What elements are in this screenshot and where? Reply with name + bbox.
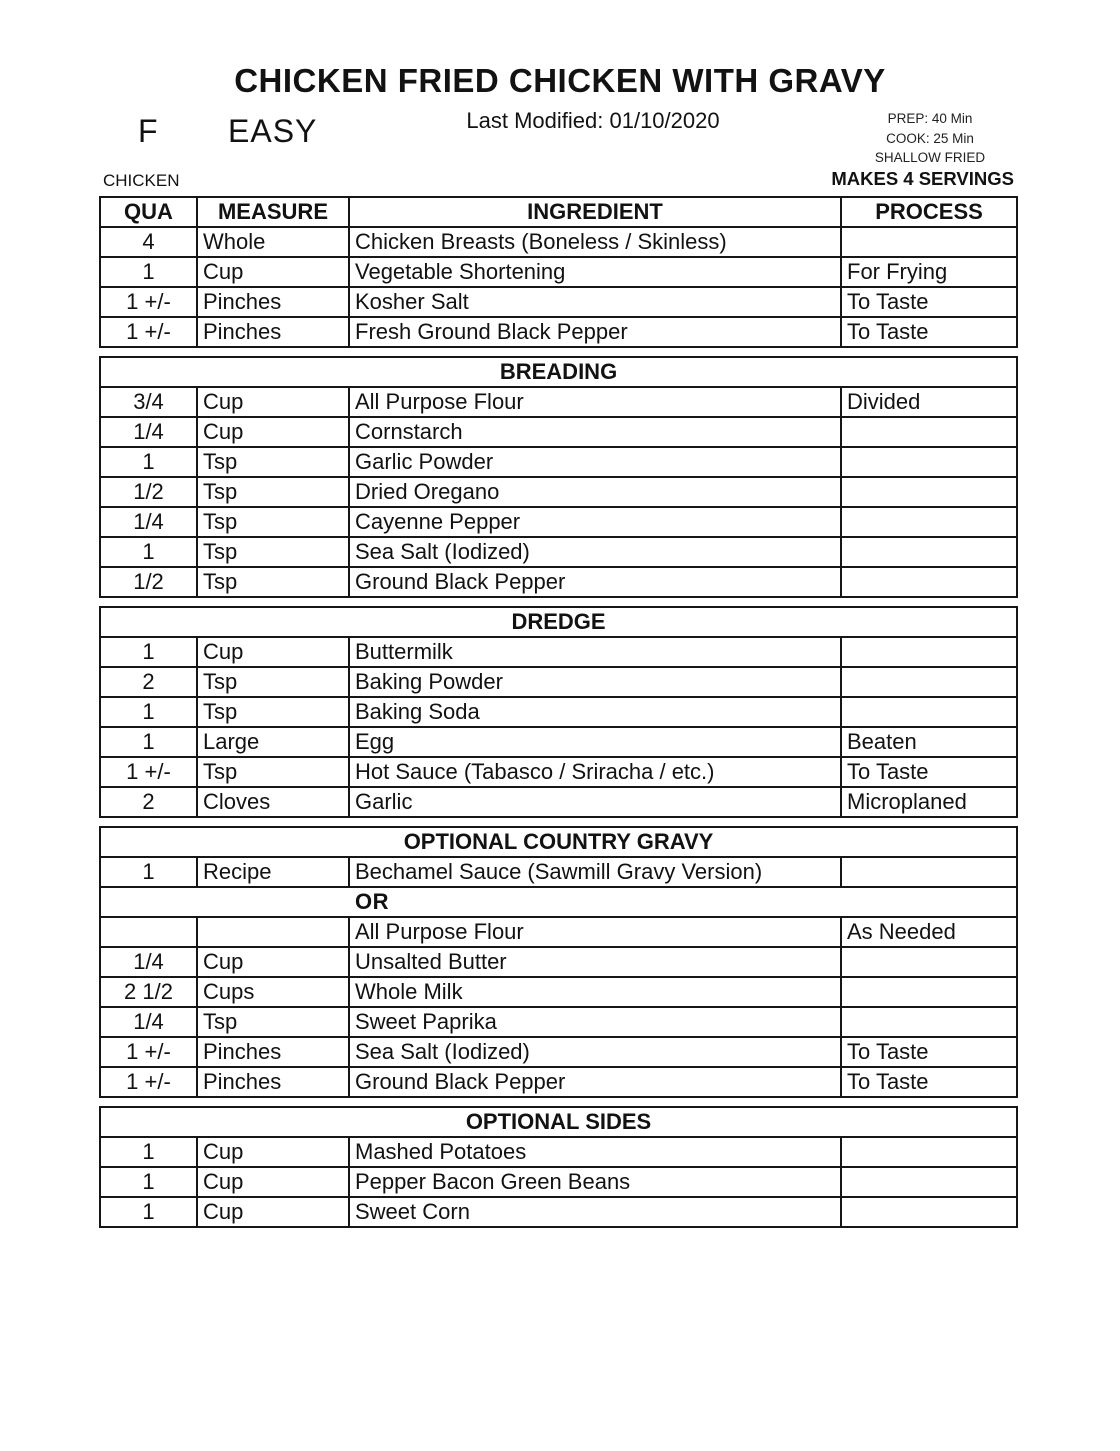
prep-time-label: PREP: 40 Min bbox=[887, 111, 973, 126]
ingredient-row bbox=[100, 257, 1017, 287]
process-cell: Divided bbox=[841, 387, 1017, 417]
measure-cell: Cup bbox=[197, 637, 349, 667]
section-header-row bbox=[100, 1107, 1017, 1137]
measure-cell: Tsp bbox=[197, 1007, 349, 1037]
qua-cell: 1 bbox=[100, 637, 197, 667]
qua-cell: 2 bbox=[100, 667, 197, 697]
qua-cell: 2 1/2 bbox=[100, 977, 197, 1007]
ingredient-cell: Unsalted Butter bbox=[349, 947, 841, 977]
ingredient-cell: Pepper Bacon Green Beans bbox=[349, 1167, 841, 1197]
ingredient-row bbox=[100, 387, 1017, 417]
process-cell: Microplaned bbox=[841, 787, 1017, 817]
last-modified-label: Last Modified: 01/10/2020 bbox=[466, 108, 720, 133]
column-header-qua: QUA bbox=[100, 197, 197, 227]
measure-cell: Cup bbox=[197, 1167, 349, 1197]
section-title: OPTIONAL COUNTRY GRAVY bbox=[100, 827, 1017, 857]
ingredient-cell: Cornstarch bbox=[349, 417, 841, 447]
ingredient-cell: Ground Black Pepper bbox=[349, 1067, 841, 1097]
ingredient-row bbox=[100, 947, 1017, 977]
process-cell bbox=[841, 1137, 1017, 1167]
qua-cell bbox=[100, 917, 197, 947]
qua-cell: 1/2 bbox=[100, 477, 197, 507]
ingredient-cell: Vegetable Shortening bbox=[349, 257, 841, 287]
section-table-optional-country-gravy bbox=[99, 826, 1018, 1098]
or-divider-label: OR bbox=[100, 887, 1017, 917]
process-cell: To Taste bbox=[841, 757, 1017, 787]
measure-cell: Tsp bbox=[197, 567, 349, 597]
section-header-row bbox=[100, 827, 1017, 857]
measure-cell: Tsp bbox=[197, 537, 349, 567]
recipe-code: F bbox=[138, 113, 158, 149]
ingredient-row bbox=[100, 1037, 1017, 1067]
measure-cell: Cup bbox=[197, 947, 349, 977]
ingredient-row bbox=[100, 227, 1017, 257]
process-cell bbox=[841, 947, 1017, 977]
qua-cell: 4 bbox=[100, 227, 197, 257]
ingredient-row bbox=[100, 1137, 1017, 1167]
column-header-ingredient: INGREDIENT bbox=[349, 197, 841, 227]
column-header-measure: MEASURE bbox=[197, 197, 349, 227]
ingredient-cell: Ground Black Pepper bbox=[349, 567, 841, 597]
measure-cell: Recipe bbox=[197, 857, 349, 887]
qua-cell: 2 bbox=[100, 787, 197, 817]
qua-cell: 1 +/- bbox=[100, 287, 197, 317]
ingredient-cell: All Purpose Flour bbox=[349, 387, 841, 417]
measure-cell: Pinches bbox=[197, 317, 349, 347]
cook-time-label: COOK: 25 Min bbox=[886, 130, 974, 146]
column-header-row bbox=[100, 197, 1017, 227]
or-divider-row bbox=[100, 887, 1017, 917]
qua-cell: 1 bbox=[100, 857, 197, 887]
process-cell bbox=[841, 697, 1017, 727]
recipe-tables bbox=[99, 196, 1016, 1236]
qua-cell: 1/4 bbox=[100, 1007, 197, 1037]
ingredient-cell: Garlic bbox=[349, 787, 841, 817]
qua-cell: 1/4 bbox=[100, 947, 197, 977]
section-title: BREADING bbox=[100, 357, 1017, 387]
cook-method-label: SHALLOW FRIED bbox=[874, 150, 986, 165]
measure-cell: Cup bbox=[197, 417, 349, 447]
ingredient-row bbox=[100, 1197, 1017, 1227]
ingredient-row bbox=[100, 537, 1017, 567]
ingredient-cell: Cayenne Pepper bbox=[349, 507, 841, 537]
ingredient-cell: All Purpose Flour bbox=[349, 917, 841, 947]
ingredient-row bbox=[100, 507, 1017, 537]
process-cell: To Taste bbox=[841, 287, 1017, 317]
measure-cell: Tsp bbox=[197, 697, 349, 727]
ingredient-cell: Egg bbox=[349, 727, 841, 757]
column-header-process: PROCESS bbox=[841, 197, 1017, 227]
ingredient-row bbox=[100, 757, 1017, 787]
ingredient-row bbox=[100, 287, 1017, 317]
ingredient-row bbox=[100, 417, 1017, 447]
ingredient-cell: Chicken Breasts (Boneless / Skinless) bbox=[349, 227, 841, 257]
ingredient-cell: Garlic Powder bbox=[349, 447, 841, 477]
process-cell bbox=[841, 417, 1017, 447]
ingredient-cell: Baking Powder bbox=[349, 667, 841, 697]
measure-cell: Whole bbox=[197, 227, 349, 257]
qua-cell: 3/4 bbox=[100, 387, 197, 417]
measure-cell: Pinches bbox=[197, 1067, 349, 1097]
process-cell: Beaten bbox=[841, 727, 1017, 757]
ingredient-row bbox=[100, 447, 1017, 477]
ingredient-row bbox=[100, 857, 1017, 887]
qua-cell: 1 bbox=[100, 697, 197, 727]
process-cell bbox=[841, 477, 1017, 507]
measure-cell: Cup bbox=[197, 1137, 349, 1167]
section-header-row bbox=[100, 607, 1017, 637]
measure-cell bbox=[197, 917, 349, 947]
measure-cell: Cups bbox=[197, 977, 349, 1007]
recipe-title: CHICKEN FRIED CHICKEN WITH GRAVY bbox=[234, 62, 886, 99]
main-ingredient-table bbox=[99, 196, 1018, 348]
ingredient-row bbox=[100, 1167, 1017, 1197]
process-cell bbox=[841, 537, 1017, 567]
qua-cell: 1 bbox=[100, 257, 197, 287]
process-cell bbox=[841, 507, 1017, 537]
ingredient-row bbox=[100, 667, 1017, 697]
measure-cell: Cup bbox=[197, 257, 349, 287]
ingredient-row bbox=[100, 567, 1017, 597]
process-cell bbox=[841, 637, 1017, 667]
ingredient-row bbox=[100, 1067, 1017, 1097]
ingredient-cell: Sweet Corn bbox=[349, 1197, 841, 1227]
ingredient-cell: Whole Milk bbox=[349, 977, 841, 1007]
process-cell: For Frying bbox=[841, 257, 1017, 287]
process-cell bbox=[841, 977, 1017, 1007]
process-cell bbox=[841, 857, 1017, 887]
ingredient-cell: Mashed Potatoes bbox=[349, 1137, 841, 1167]
ingredient-cell: Sea Salt (Iodized) bbox=[349, 1037, 841, 1067]
section-title: OPTIONAL SIDES bbox=[100, 1107, 1017, 1137]
process-cell bbox=[841, 1197, 1017, 1227]
ingredient-cell: Dried Oregano bbox=[349, 477, 841, 507]
measure-cell: Cup bbox=[197, 1197, 349, 1227]
qua-cell: 1/4 bbox=[100, 507, 197, 537]
difficulty-label: EASY bbox=[228, 113, 318, 149]
section-title: DREDGE bbox=[100, 607, 1017, 637]
ingredient-row bbox=[100, 977, 1017, 1007]
section-table-breading bbox=[99, 356, 1018, 598]
ingredient-cell: Kosher Salt bbox=[349, 287, 841, 317]
measure-cell: Pinches bbox=[197, 1037, 349, 1067]
measure-cell: Tsp bbox=[197, 447, 349, 477]
qua-cell: 1 bbox=[100, 1167, 197, 1197]
qua-cell: 1 bbox=[100, 1137, 197, 1167]
ingredient-row bbox=[100, 787, 1017, 817]
ingredient-row bbox=[100, 1007, 1017, 1037]
measure-cell: Cloves bbox=[197, 787, 349, 817]
servings-label: MAKES 4 SERVINGS bbox=[831, 168, 1014, 189]
category-label: CHICKEN bbox=[103, 171, 180, 190]
process-cell bbox=[841, 567, 1017, 597]
qua-cell: 1 bbox=[100, 727, 197, 757]
ingredient-row bbox=[100, 637, 1017, 667]
qua-cell: 1/2 bbox=[100, 567, 197, 597]
process-cell: To Taste bbox=[841, 317, 1017, 347]
ingredient-row bbox=[100, 727, 1017, 757]
section-table-optional-sides bbox=[99, 1106, 1018, 1228]
process-cell bbox=[841, 447, 1017, 477]
qua-cell: 1 +/- bbox=[100, 1067, 197, 1097]
process-cell bbox=[841, 1007, 1017, 1037]
ingredient-cell: Baking Soda bbox=[349, 697, 841, 727]
process-cell bbox=[841, 227, 1017, 257]
process-cell: To Taste bbox=[841, 1067, 1017, 1097]
ingredient-cell: Buttermilk bbox=[349, 637, 841, 667]
measure-cell: Tsp bbox=[197, 477, 349, 507]
process-cell bbox=[841, 1167, 1017, 1197]
ingredient-cell: Sweet Paprika bbox=[349, 1007, 841, 1037]
section-header-row bbox=[100, 357, 1017, 387]
ingredient-cell: Fresh Ground Black Pepper bbox=[349, 317, 841, 347]
measure-cell: Large bbox=[197, 727, 349, 757]
qua-cell: 1 bbox=[100, 537, 197, 567]
process-cell: As Needed bbox=[841, 917, 1017, 947]
ingredient-row bbox=[100, 697, 1017, 727]
qua-cell: 1 +/- bbox=[100, 757, 197, 787]
timing-block bbox=[845, 109, 1015, 168]
ingredient-cell: Hot Sauce (Tabasco / Sriracha / etc.) bbox=[349, 757, 841, 787]
ingredient-row bbox=[100, 917, 1017, 947]
ingredient-cell: Bechamel Sauce (Sawmill Gravy Version) bbox=[349, 857, 841, 887]
process-cell: To Taste bbox=[841, 1037, 1017, 1067]
measure-cell: Tsp bbox=[197, 757, 349, 787]
measure-cell: Pinches bbox=[197, 287, 349, 317]
process-cell bbox=[841, 667, 1017, 697]
measure-cell: Tsp bbox=[197, 667, 349, 697]
qua-cell: 1 +/- bbox=[100, 317, 197, 347]
qua-cell: 1 bbox=[100, 447, 197, 477]
qua-cell: 1 bbox=[100, 1197, 197, 1227]
measure-cell: Cup bbox=[197, 387, 349, 417]
ingredient-row bbox=[100, 477, 1017, 507]
section-table-dredge bbox=[99, 606, 1018, 818]
qua-cell: 1/4 bbox=[100, 417, 197, 447]
measure-cell: Tsp bbox=[197, 507, 349, 537]
qua-cell: 1 +/- bbox=[100, 1037, 197, 1067]
ingredient-row bbox=[100, 317, 1017, 347]
ingredient-cell: Sea Salt (Iodized) bbox=[349, 537, 841, 567]
